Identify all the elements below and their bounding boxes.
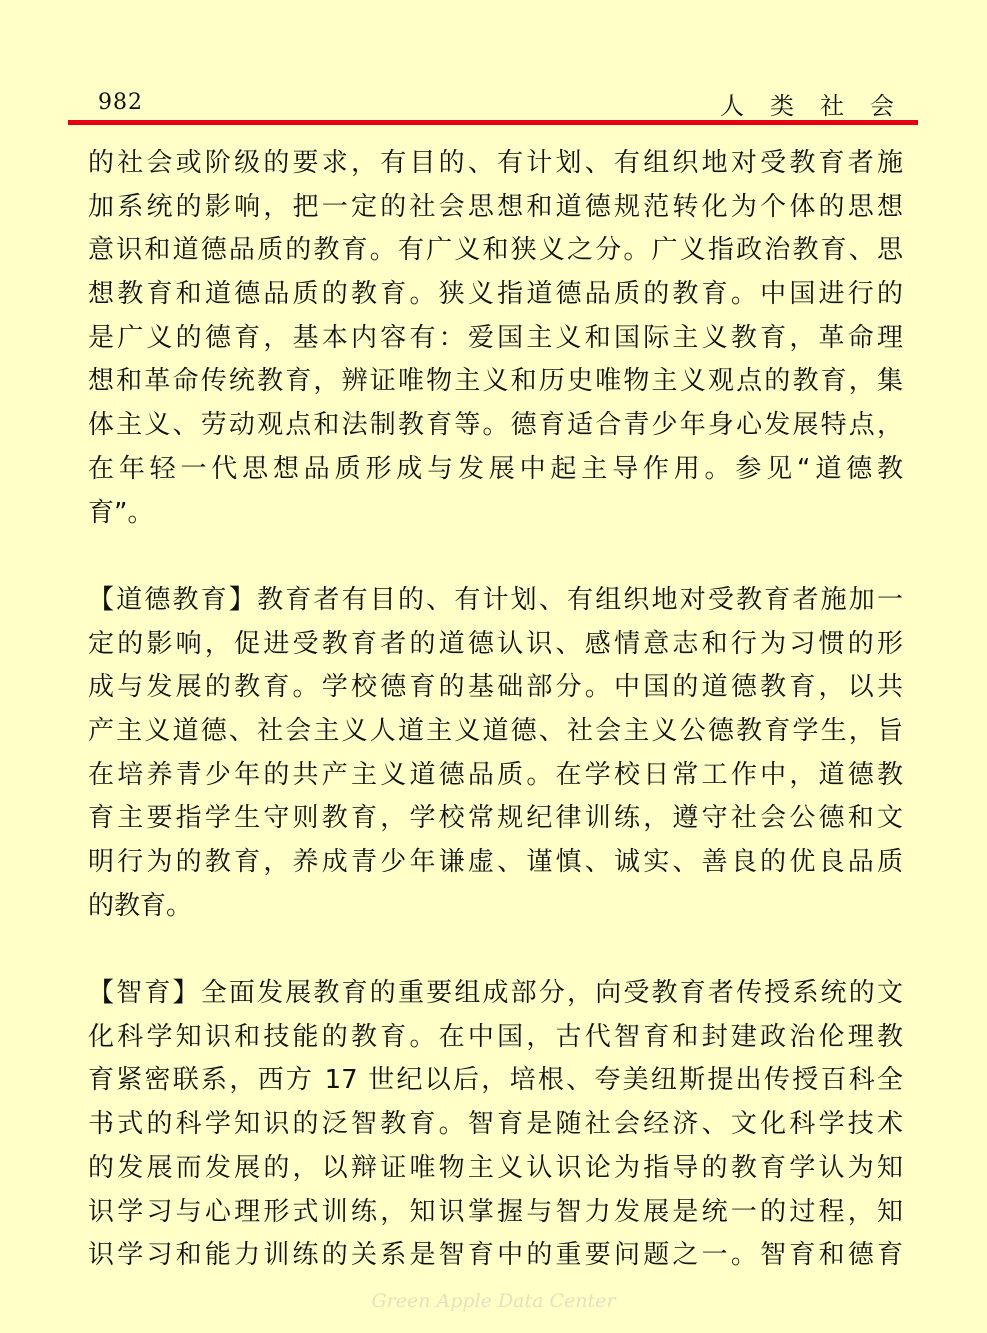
text-line: 的发展而发展的，以辩证唯物主义认识论为指导的教育学认为知 (88, 1152, 903, 1183)
entry-text: 教育者有目的、有计划、有组织地对受教育者施加一 (257, 584, 903, 615)
header-rule (68, 120, 918, 125)
running-title: 人类社会 (720, 92, 920, 120)
paragraph-intellectual-education-entry (88, 972, 903, 1278)
text-line: 育主要指学生守则教育，学校常规纪律训练，遵守社会公德和文 (88, 803, 903, 834)
entry-text: 全面发展教育的重要组成部分，向受教育者传授系统的文 (200, 978, 903, 1009)
text-line: 育紧密联系，西方 17 世纪以后，培根、夸美纽斯提出传授百科全 (88, 1065, 903, 1096)
text-line: 书式的科学知识的泛智教育。智育是随社会经济、文化科学技术 (88, 1109, 903, 1140)
text-line: 在年轻一代思想品质形成与发展中起主导作用。参见“道德教 (88, 453, 903, 484)
entry-term: 【智育】 (88, 978, 201, 1009)
text-line: 体主义、劳动观点和法制教育等。德育适合青少年身心发展特点， (88, 410, 903, 441)
text-line: 的社会或阶级的要求，有目的、有计划、有组织地对受教育者施 (88, 148, 903, 178)
entry-term: 【道德教育】 (88, 584, 258, 615)
text-line: 在培养青少年的共产主义道德品质。在学校日常工作中，道德教 (88, 759, 903, 790)
article-body (88, 142, 903, 1278)
text-line: 想和革命传统教育，辨证唯物主义和历史唯物主义观点的教育，集 (88, 366, 903, 397)
paragraph-moral-education-continued (88, 142, 903, 535)
text-line: 的教育。 (88, 890, 193, 921)
text-line: 加系统的影响，把一定的社会思想和道德规范转化为个体的思想 (88, 191, 903, 222)
text-line: 识学习和能力训练的关系是智育中的重要问题之一。智育和德育 (88, 1240, 903, 1271)
paragraph-gap (88, 535, 903, 579)
paragraph-moral-education-entry (88, 579, 903, 929)
page-number: 982 (98, 90, 143, 115)
page-header (68, 84, 918, 118)
entry-first-line (88, 972, 903, 1016)
text-line: 化科学知识和技能的教育。在中国，古代智育和封建政治伦理教 (88, 1021, 903, 1052)
watermark: Green Apple Data Center (371, 1290, 616, 1312)
text-line: 育”。 (88, 497, 154, 528)
text-line: 是广义的德育，基本内容有：爱国主义和国际主义教育，革命理 (88, 322, 903, 353)
text-line: 识学习与心理形式训练，知识掌握与智力发展是统一的过程，知 (88, 1196, 903, 1227)
paragraph-gap (88, 928, 903, 972)
text-line: 明行为的教育，养成青少年谦虚、谨慎、诚实、善良的优良品质 (88, 847, 903, 877)
entry-first-line (88, 579, 903, 623)
text-line: 成与发展的教育。学校德育的基础部分。中国的道德教育，以共 (88, 672, 903, 703)
text-line: 定的影响，促进受教育者的道德认识、感情意志和行为习惯的形 (88, 628, 903, 659)
text-line: 意识和道德品质的教育。有广义和狭义之分。广义指政治教育、思 (88, 235, 903, 266)
text-line: 想教育和道德品质的教育。狭义指道德品质的教育。中国进行的 (88, 279, 903, 310)
text-line: 产主义道德、社会主义人道主义道德、社会主义公德教育学生，旨 (88, 715, 903, 746)
